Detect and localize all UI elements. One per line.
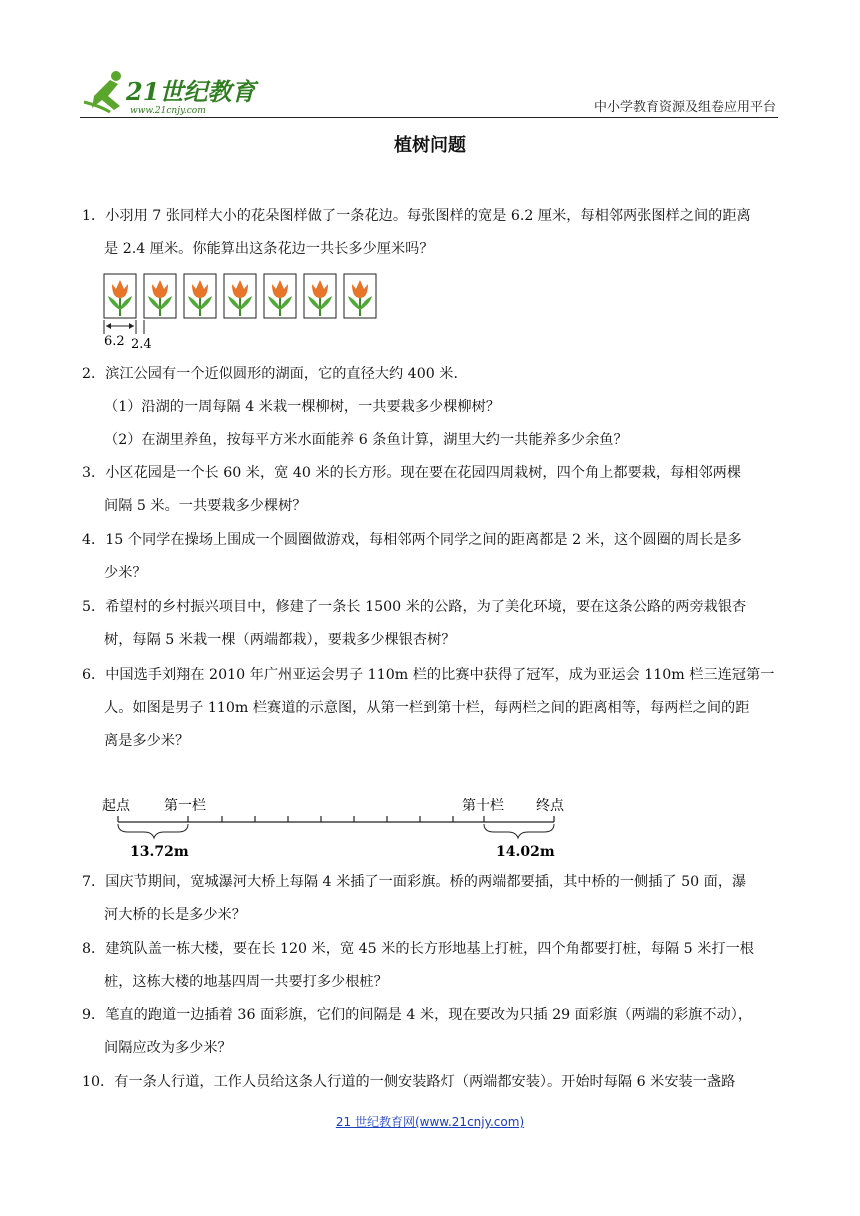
question-4: 4．15 个同学在操场上围成一个圆圈做游戏，每相邻两个同学之间的距离都是 2 米，这个圆圈的周长是多 少米？ bbox=[82, 532, 742, 581]
footer-link[interactable]: 21 世纪教育网(www.21cnjy.com) bbox=[335, 1115, 525, 1129]
question-2-part-2: （2）在湖里养鱼，按每平方米水面能养 6 条鱼计算，湖里大约一共能养多少余鱼？ bbox=[104, 432, 628, 448]
question-10: 10．有一条人行道，工作人员给这条人行道的一侧安装路灯（两端都安装）。开始时每隔 6 米安装一盏路 bbox=[82, 1074, 736, 1090]
track-end-label: 终点 bbox=[536, 798, 564, 814]
flower-tile bbox=[104, 274, 136, 318]
left-distance-label: 13.72m bbox=[130, 844, 189, 860]
flower-tile bbox=[344, 274, 376, 318]
track-tenth-hurdle-label: 第十栏 bbox=[462, 798, 504, 814]
header-divider bbox=[80, 117, 778, 118]
track-first-hurdle-label: 第一栏 bbox=[164, 798, 206, 814]
question-2: 2．滨江公园有一个近似圆形的湖面，它的直径大约 400 米． bbox=[82, 366, 468, 382]
question-6: 6．中国选手刘翔在 2010 年广州亚运会男子 110m 栏的比赛中获得了冠军，成为亚运会 110m 栏三连冠第一 人。如图是男子 110m 栏赛道的示意图，从第一栏到第十栏，每两栏之间的距离相等，每两栏之间的距 离是多少米？ bbox=[82, 667, 775, 749]
question-3: 3．小区花园是一个长 60 米，宽 40 米的长方形。现在要在花园四周栽树，四个角上都要栽，每相邻两棵 间隔 5 米。一共要栽多少棵树？ bbox=[82, 465, 742, 514]
track-start-label: 起点 bbox=[102, 798, 130, 814]
flower-tile bbox=[224, 274, 256, 318]
logo-text: 21世纪教育 bbox=[126, 77, 256, 106]
question-7: 7．国庆节期间，宽城瀑河大桥上每隔 4 米插了一面彩旗。桥的两端都要插，其中桥的一侧插了 50 面，瀑 河大桥的长是多少米？ bbox=[82, 874, 747, 923]
question-5: 5．希望村的乡村振兴项目中，修建了一条长 1500 米的公路，为了美化环境，要在这条公路的两旁栽银杏 树，每隔 5 米栽一棵（两端都栽），要栽多少棵银杏树？ bbox=[82, 599, 747, 648]
width-label: 6.2 bbox=[104, 334, 125, 349]
question-8: 8．建筑队盖一栋大楼，要在长 120 米，宽 45 米的长方形地基上打桩，四个角都要打桩，每隔 5 米打一根 桩，这栋大楼的地基四周一共要打多少根桩？ bbox=[82, 941, 754, 990]
flower-border-figure bbox=[100, 270, 380, 350]
right-distance-label: 14.02m bbox=[496, 844, 555, 860]
page-title: 植树问题 bbox=[394, 135, 466, 156]
logo-url: www.21cnjy.com bbox=[130, 106, 206, 116]
question-2-part-1: （1）沿湖的一周每隔 4 米栽一棵柳树，一共要栽多少棵柳树？ bbox=[104, 399, 500, 415]
gap-label: 2.4 bbox=[131, 337, 152, 350]
question-1: 1．小羽用 7 张同样大小的花朵图样做了一条花边。每张图样的宽是 6.2 厘米，每相邻两张图样之间的距离 是 2.4 厘米。你能算出这条花边一共长多少厘米吗？ bbox=[82, 208, 751, 257]
flower-tile bbox=[184, 274, 216, 318]
question-9: 9．笔直的跑道一边插着 36 面彩旗，它们的间隔是 4 米，现在要改为只插 29 面彩旗（两端的彩旗不动）， 间隔应改为多少米？ bbox=[82, 1007, 753, 1056]
site-logo bbox=[80, 66, 260, 118]
flower-tile bbox=[304, 274, 336, 318]
platform-name: 中小学教育资源及组卷应用平台 bbox=[593, 100, 776, 115]
flower-tile bbox=[264, 274, 296, 318]
hurdle-track-figure bbox=[98, 790, 578, 862]
flower-tile bbox=[144, 274, 176, 318]
